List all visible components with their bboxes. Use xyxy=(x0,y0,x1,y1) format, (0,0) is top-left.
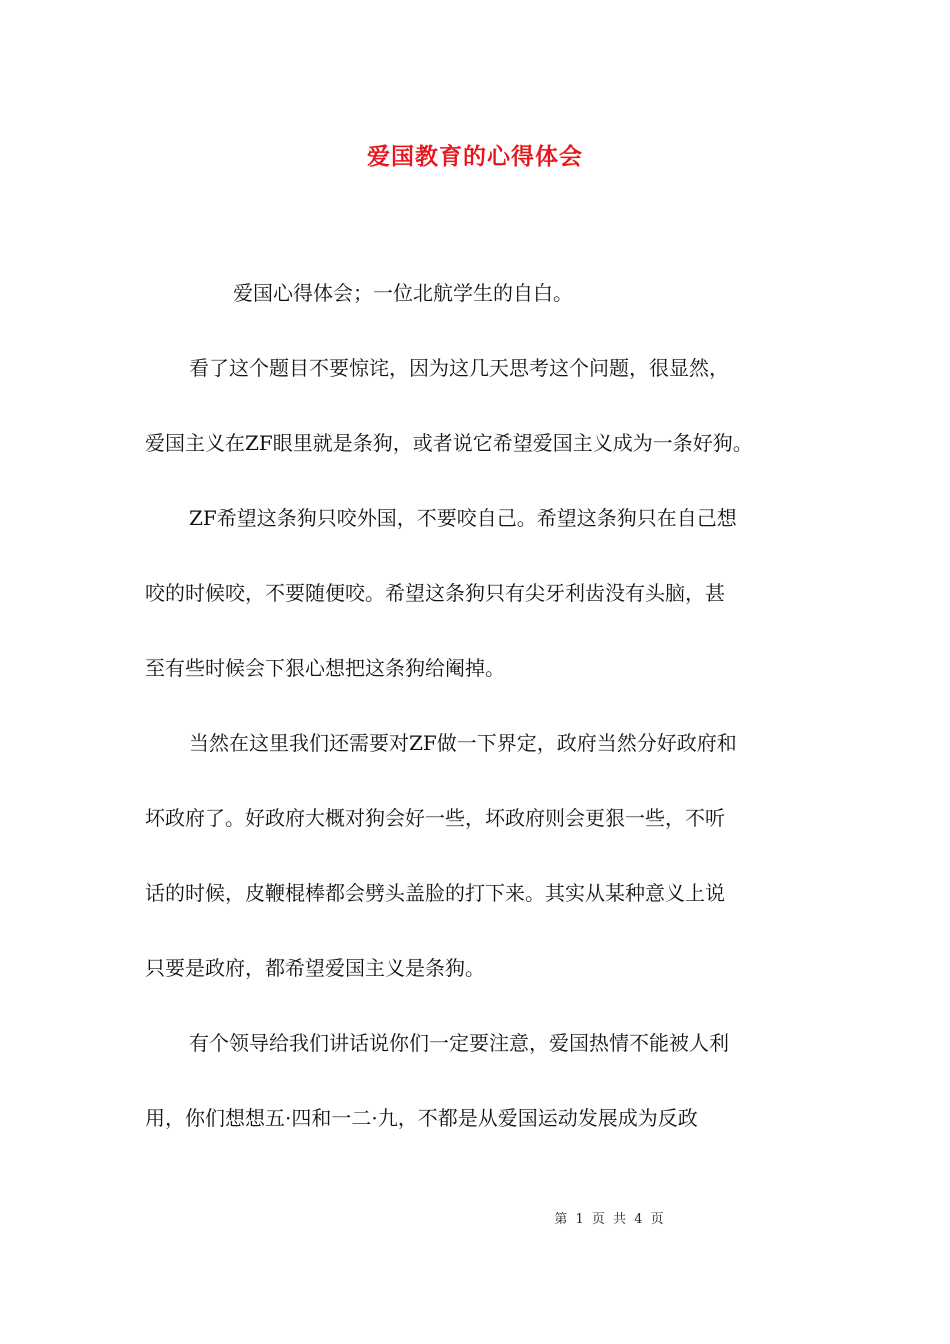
paragraph-line: 有个领导给我们讲话说你们一定要注意，爱国热情不能被人利 xyxy=(189,1031,729,1055)
paragraph-line: 当然在这里我们还需要对ZF做一下界定，政府当然分好政府和 xyxy=(189,731,737,755)
paragraph-line: 爱国主义在ZF眼里就是条狗，或者说它希望爱国主义成为一条好狗。 xyxy=(145,431,753,455)
paragraph-line: 坏政府了。好政府大概对狗会好一些，坏政府则会更狠一些，不听 xyxy=(145,806,725,830)
paragraph-line: 咬的时候咬，不要随便咬。希望这条狗只有尖牙利齿没有头脑，甚 xyxy=(145,581,725,605)
paragraph-line: 至有些时候会下狠心想把这条狗给阉掉。 xyxy=(145,656,505,680)
paragraph-line: 看了这个题目不要惊诧，因为这几天思考这个问题，很显然， xyxy=(189,356,729,380)
paragraph-line: 爱国心得体会；一位北航学生的自白。 xyxy=(233,281,573,305)
paragraph-line: 话的时候，皮鞭棍棒都会劈头盖脸的打下来。其实从某种意义上说 xyxy=(145,881,725,905)
page-number: 第 1 页 共 4 页 xyxy=(554,1212,666,1227)
paragraph-line: 用，你们想想五·四和一二·九，不都是从爱国运动发展成为反政 xyxy=(145,1106,698,1130)
paragraph-line: 只要是政府，都希望爱国主义是条狗。 xyxy=(145,956,485,980)
document-title: 爱国教育的心得体会 xyxy=(367,143,583,170)
paragraph-line: ZF希望这条狗只咬外国，不要咬自己。希望这条狗只在自己想 xyxy=(189,506,737,530)
